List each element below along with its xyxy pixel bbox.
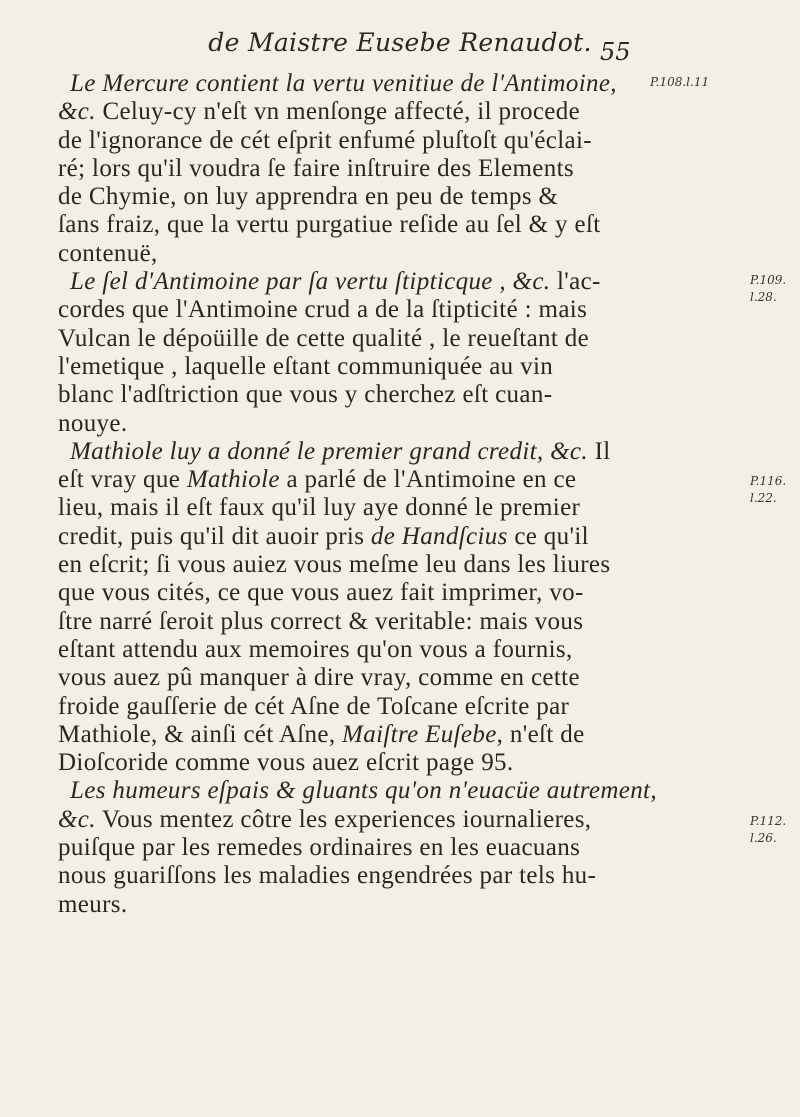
text-run: eſtant attendu aux memoires qu'on vous a fournis, bbox=[58, 635, 573, 663]
text-run: lieu, mais il eſt faux qu'il luy aye donné le premier bbox=[58, 494, 581, 522]
text-run: Mathiole, & ainſi cét Aſne, bbox=[58, 720, 343, 748]
margin-note: P.116. bbox=[750, 474, 787, 488]
text-line bbox=[58, 551, 611, 579]
text-run: vous auez pû manquer à dire vray, comme en cette bbox=[58, 664, 580, 692]
text-line bbox=[58, 806, 608, 834]
margin-note: P.109. bbox=[750, 273, 787, 287]
margin-note: l.22. bbox=[750, 491, 777, 505]
text-line bbox=[58, 127, 608, 155]
text-line bbox=[58, 155, 608, 183]
margin-note: P.108.l.11 bbox=[650, 75, 710, 89]
text-run: a parlé de l'Antimoine en ce bbox=[279, 466, 577, 494]
text-line bbox=[58, 664, 608, 692]
text-run: l'emetique , laquelle eſtant communiquée au vin bbox=[58, 352, 554, 380]
text-run: , n'eſt de bbox=[496, 720, 585, 748]
italic-run: Le Mercure contient la vertu venitiue de l'Antimoine, bbox=[70, 70, 617, 97]
text-line bbox=[58, 325, 608, 353]
text-line bbox=[58, 437, 611, 466]
text-run: puiſque par les remedes ordinaires en les euacuans bbox=[58, 834, 581, 862]
text-line bbox=[58, 410, 608, 438]
text-line bbox=[58, 891, 608, 919]
page-number: 55 bbox=[600, 38, 631, 66]
text-run: Il bbox=[587, 437, 611, 465]
text-run: blanc l'adſtriction que vous y cherchez eſt cuan- bbox=[58, 381, 553, 409]
text-line bbox=[58, 466, 608, 494]
italic-run: Maiſtre Euſebe bbox=[342, 720, 497, 748]
text-line bbox=[58, 70, 617, 98]
text-run: eſt vray que bbox=[58, 466, 187, 494]
running-title: de Maistre Eusebe Renaudot. bbox=[208, 28, 592, 57]
text-run: Dioſcoride comme vous auez eſcrit page 95. bbox=[58, 749, 514, 777]
text-line bbox=[58, 98, 608, 126]
text-run: nous guariſſons les maladies engendrées par tels hu- bbox=[58, 862, 597, 890]
italic-run: Mathiole bbox=[186, 466, 280, 494]
text-line bbox=[58, 608, 608, 636]
text-run: Vulcan le dépoüille de cette qualité , le reueſtant de bbox=[58, 324, 590, 352]
italic-run: de Handſcius bbox=[370, 522, 508, 550]
text-run: en eſcrit; ſi vous auiez vous meſme leu dans les liures bbox=[58, 551, 611, 579]
text-run: credit, puis qu'il dit auoir pris bbox=[58, 522, 371, 550]
text-line bbox=[58, 183, 608, 211]
text-line bbox=[58, 579, 608, 607]
italic-run: &c. bbox=[58, 98, 96, 126]
text-line bbox=[58, 721, 608, 749]
margin-note: l.28. bbox=[750, 290, 777, 304]
text-run: Celuy-cy n'eſt vn menſonge affecté, il procede bbox=[95, 98, 581, 126]
text-line bbox=[58, 381, 608, 409]
italic-run: Les humeurs eſpais & gluants qu'on n'euacüe autrement, bbox=[70, 777, 657, 805]
text-run: meurs. bbox=[58, 890, 128, 918]
text-run: de l'ignorance de cét eſprit enfumé pluſtoſt qu'éclai- bbox=[58, 126, 592, 154]
margin-note: P.112. bbox=[750, 814, 787, 828]
text-line bbox=[58, 749, 608, 777]
text-line bbox=[58, 523, 608, 551]
text-line bbox=[58, 862, 608, 890]
text-run: nouye. bbox=[58, 409, 128, 437]
text-line bbox=[58, 268, 608, 296]
text-run: cordes que l'Antimoine crud a de la ſtipticité : mais bbox=[58, 296, 588, 324]
text-line bbox=[58, 834, 608, 862]
italic-run: Le ſel d'Antimoine par ſa vertu ſtipticque , &c. bbox=[70, 268, 551, 296]
text-run: ſans fraiz, que la vertu purgatiue reſide au ſel & y eſt bbox=[58, 211, 601, 239]
text-line bbox=[58, 777, 657, 805]
italic-run: Mathiole luy a donné le premier grand credit, &c. bbox=[70, 437, 588, 465]
italic-run: &c. bbox=[58, 805, 96, 833]
text-line bbox=[58, 240, 608, 268]
body-text bbox=[58, 70, 657, 919]
text-line bbox=[58, 211, 608, 239]
text-line bbox=[58, 353, 608, 381]
text-run: froide gauſſerie de cét Aſne de Toſcane eſcrite par bbox=[58, 692, 570, 720]
text-run: ſtre narré ſeroit plus correct & veritable: mais vous bbox=[58, 607, 584, 635]
text-line bbox=[58, 296, 608, 324]
text-run: que vous cités, ce que vous auez fait imprimer, vo- bbox=[58, 579, 584, 607]
text-line bbox=[58, 494, 608, 522]
text-run: Vous mentez côtre les experiences iournalieres, bbox=[95, 805, 592, 833]
text-run: de Chymie, on luy apprendra en peu de temps & bbox=[58, 183, 559, 211]
text-line bbox=[58, 636, 608, 664]
text-line bbox=[58, 693, 608, 721]
text-run: l'ac- bbox=[550, 268, 601, 296]
text-run: ré; lors qu'il voudra ſe faire inſtruire des Elements bbox=[58, 154, 574, 182]
margin-note: l.26. bbox=[750, 831, 777, 845]
text-run: contenuë, bbox=[58, 239, 158, 267]
text-run: ce qu'il bbox=[507, 522, 589, 550]
